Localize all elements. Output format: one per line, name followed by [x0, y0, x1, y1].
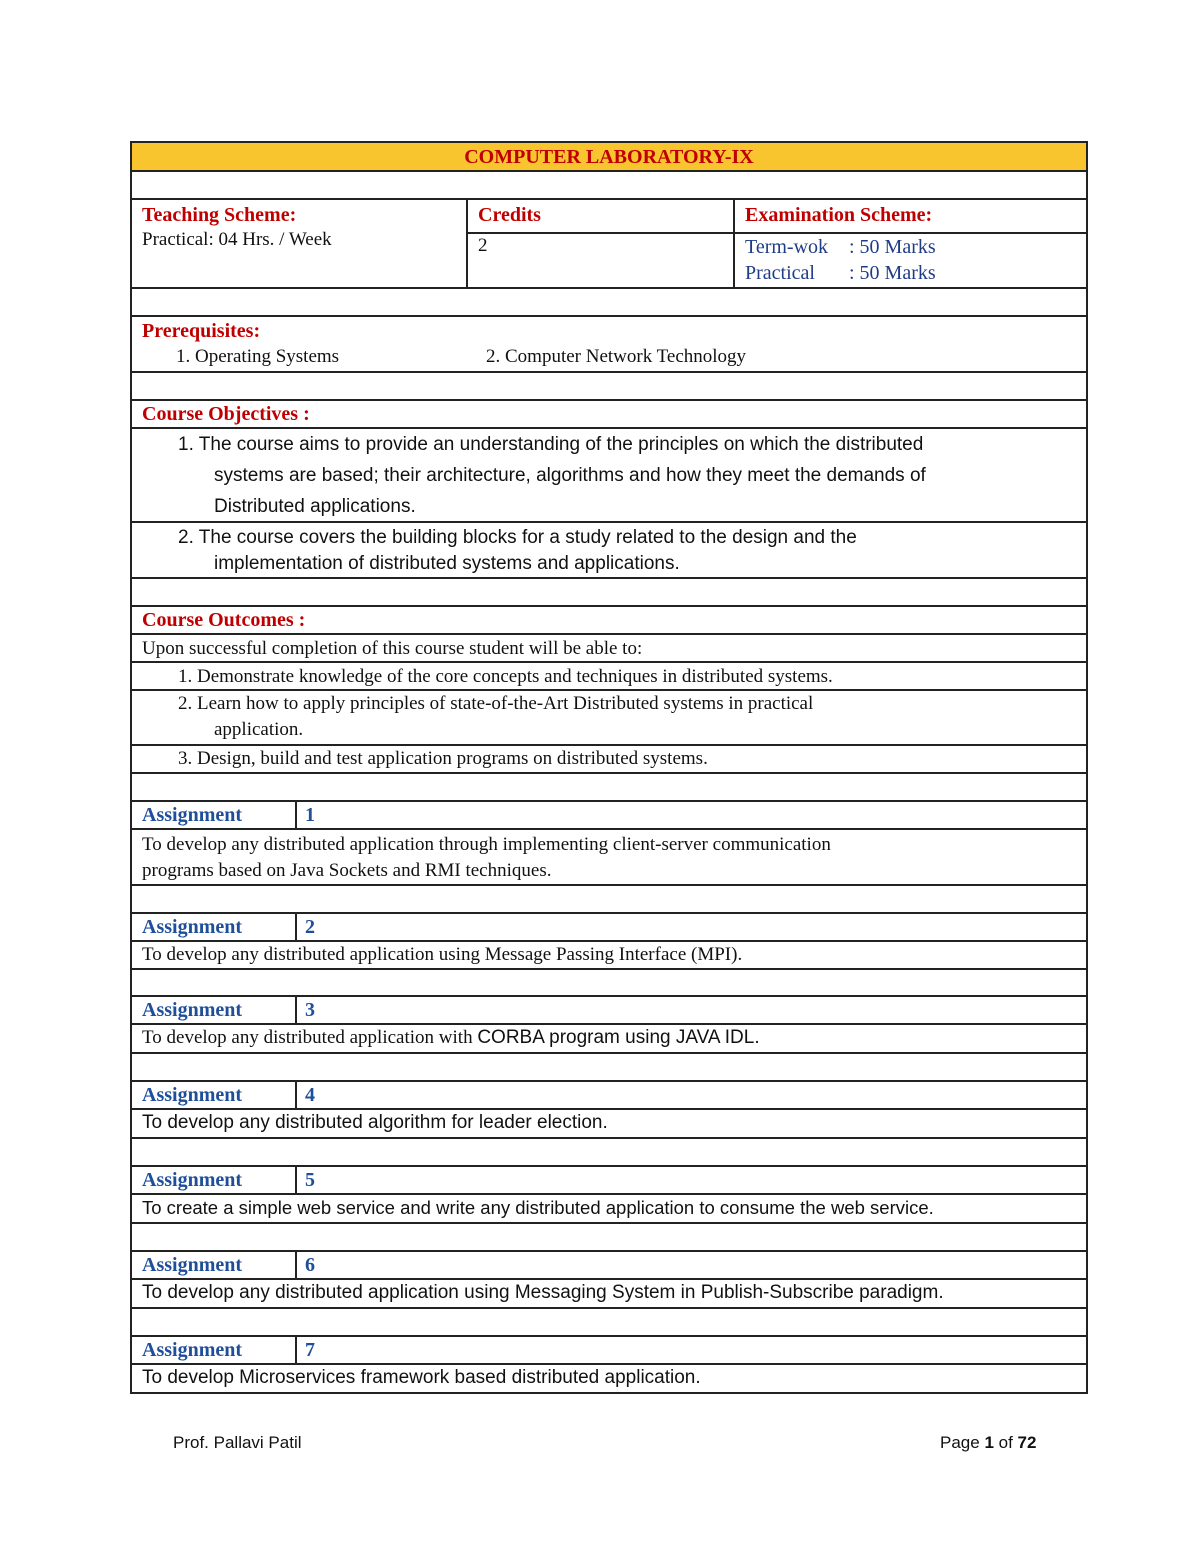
- assignment-label: Assignment: [132, 997, 297, 1023]
- assignment-description-3: [132, 1025, 1086, 1054]
- assignment-header-7: [132, 1337, 1086, 1365]
- exam-termwork: [735, 234, 1086, 261]
- credits-cell: [468, 200, 735, 287]
- prerequisites-heading: Prerequisites:: [142, 320, 261, 342]
- outcome-item-2: [132, 691, 1086, 746]
- spacer-row: [132, 1139, 1086, 1167]
- teaching-scheme-value: Practical: 04 Hrs. / Week: [142, 229, 332, 250]
- assignment-number: 5: [305, 1169, 315, 1191]
- exam-practical: [735, 261, 1086, 286]
- outcome-item-1: 1. Demonstrate knowledge of the core concepts and techniques in distributed systems.: [132, 663, 1086, 691]
- assignment-line: To develop any distributed application through implementing client-server communication: [142, 834, 831, 855]
- spacer-row: [132, 1224, 1086, 1252]
- spacer-row: [132, 373, 1086, 401]
- page-total: 72: [1017, 1433, 1037, 1452]
- page-mid: of: [993, 1433, 1018, 1452]
- objectives-heading: Course Objectives :: [132, 401, 1086, 429]
- objective-item-1: [132, 429, 1086, 523]
- outcome-item-3: 3. Design, build and test application programs on distributed systems.: [132, 746, 1086, 774]
- outcome-line: application.: [214, 719, 304, 740]
- spacer-row: [132, 970, 1086, 997]
- credits-heading: Credits: [468, 200, 733, 234]
- assignment-header-3: [132, 997, 1086, 1025]
- assignment-line-emphasis: CORBA program using JAVA IDL.: [477, 1027, 760, 1048]
- prerequisite-item: 2. Computer Network Technology: [486, 346, 747, 367]
- objective-line: Distributed applications.: [214, 496, 416, 517]
- footer-author: Prof. Pallavi Patil: [173, 1433, 302, 1452]
- prerequisite-item: 1. Operating Systems: [176, 346, 340, 367]
- exam-scheme-cell: [735, 200, 1086, 287]
- practical-value: : 50 Marks: [849, 262, 936, 284]
- assignment-header-6: [132, 1252, 1086, 1280]
- assignment-label: Assignment: [132, 1252, 297, 1278]
- assignment-header-5: [132, 1167, 1086, 1195]
- termwork-value: : 50 Marks: [849, 236, 936, 258]
- assignment-header-4: [132, 1082, 1086, 1110]
- outcome-line: 2. Learn how to apply principles of state-of-the-Art Distributed systems in practical: [178, 693, 814, 714]
- practical-label: Practical: [745, 262, 815, 284]
- assignment-number: 6: [305, 1254, 315, 1276]
- prerequisites-list: [142, 345, 1076, 369]
- assignment-description-4: To develop any distributed algorithm for leader election.: [132, 1110, 1086, 1139]
- assignment-label: Assignment: [132, 1082, 297, 1108]
- spacer-row: [132, 1054, 1086, 1082]
- spacer-row: [132, 579, 1086, 607]
- scheme-row: [132, 200, 1086, 289]
- assignment-header-1: [132, 802, 1086, 830]
- assignment-line: programs based on Java Sockets and RMI techniques.: [142, 860, 552, 881]
- objective-line: systems are based; their architecture, algorithms and how they meet the demands of: [214, 465, 926, 486]
- assignment-label: Assignment: [132, 914, 297, 940]
- assignment-number: 1: [305, 804, 315, 826]
- spacer-row: [132, 1309, 1086, 1337]
- assignment-label: Assignment: [132, 1337, 297, 1363]
- assignment-number: 3: [305, 999, 315, 1021]
- objective-line: 1. The course aims to provide an understanding of the principles on which the distributed: [178, 434, 924, 455]
- spacer-row: [132, 886, 1086, 914]
- assignment-label: Assignment: [132, 802, 297, 828]
- spacer-row: [132, 172, 1086, 200]
- assignment-number: 7: [305, 1339, 315, 1361]
- assignment-line: To develop any distributed application with: [142, 1027, 478, 1048]
- objective-item-2: [132, 523, 1086, 579]
- assignment-description-5: To create a simple web service and write any distributed application to consume the web service.: [132, 1195, 1086, 1224]
- outcomes-intro: Upon successful completion of this course student will be able to:: [132, 635, 1086, 663]
- assignment-description-2: To develop any distributed application using Message Passing Interface (MPI).: [132, 942, 1086, 970]
- page-current: 1: [984, 1433, 994, 1452]
- spacer-row: [132, 289, 1086, 317]
- teaching-scheme-cell: [132, 200, 468, 287]
- assignment-label: Assignment: [132, 1167, 297, 1193]
- assignment-description-6: To develop any distributed application using Messaging System in Publish-Subscribe paradigm.: [132, 1280, 1086, 1309]
- outcomes-heading: Course Outcomes :: [132, 607, 1086, 635]
- assignment-description-1: [132, 830, 1086, 886]
- assignment-number: 4: [305, 1084, 315, 1106]
- objective-line: implementation of distributed systems and applications.: [214, 553, 680, 574]
- assignment-header-2: [132, 914, 1086, 942]
- footer-page-number: [940, 1433, 1036, 1453]
- prerequisites-section: [132, 317, 1086, 373]
- termwork-label: Term-wok: [745, 236, 829, 258]
- objective-line: 2. The course covers the building blocks for a study related to the design and the: [178, 527, 857, 548]
- page-prefix: Page: [940, 1433, 985, 1452]
- credits-value: 2: [478, 235, 488, 256]
- exam-scheme-heading: Examination Scheme:: [735, 200, 1086, 234]
- page-title: COMPUTER LABORATORY-IX: [132, 143, 1086, 172]
- assignment-description-7: To develop Microservices framework based distributed application.: [132, 1365, 1086, 1394]
- assignment-number: 2: [305, 916, 315, 938]
- spacer-row: [132, 774, 1086, 802]
- syllabus-table: [130, 141, 1088, 1394]
- teaching-scheme-heading: Teaching Scheme:: [142, 204, 297, 226]
